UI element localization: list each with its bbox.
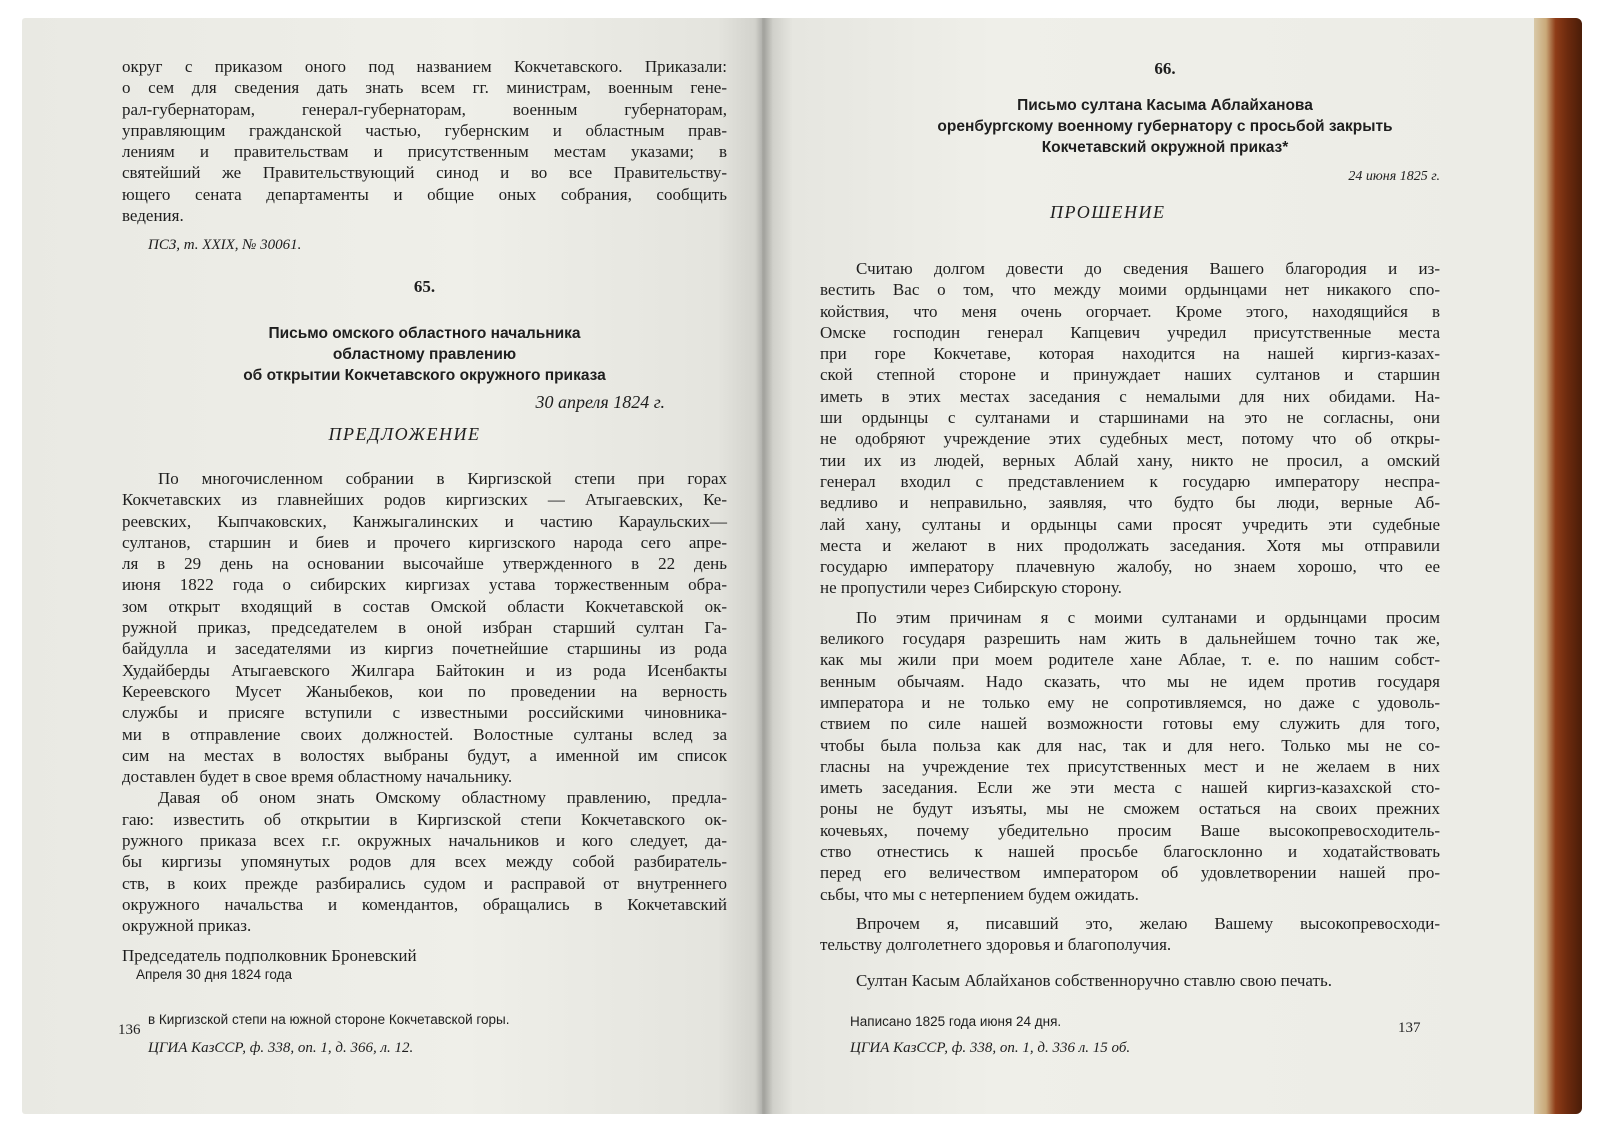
page-number: 137 <box>1398 1020 1421 1036</box>
document-title-line: Кокчетавский окружной приказ* <box>1041 139 1289 157</box>
text-line: реевских, Кыпчаковских, Канжыгалинских и частию Караульских— <box>122 511 727 531</box>
text-line: ружного приказа всех г.г. окружных начальников и кого следует, да- <box>122 831 727 851</box>
text-line: ствием по силе нашей возможности готовы ему служить для того, <box>820 714 1440 734</box>
document-heading: ПРЕДЛОЖЕНИЕ <box>328 423 481 444</box>
written-date: Написано 1825 года июня 24 дня. <box>850 1013 1062 1029</box>
right-body <box>820 258 1440 1059</box>
text-line: окружной приказ. <box>122 916 252 936</box>
text-line: тельству долголетнего здоровья и благополучия. <box>820 935 1172 955</box>
text-line: кочевьях, почему убедительно просим Ваше высокопревосходитель- <box>820 820 1440 840</box>
text-line: лай хану, султаны и ордынцы сами просят учредить эти судебные <box>820 514 1440 534</box>
text-line: венным обычаям. Надо сказать, что мы не идем против государя <box>820 671 1440 691</box>
text-line: иметь заседания. Если же эти места с нашей киргиз-казахской сто- <box>820 778 1440 798</box>
text-line: тии их из людей, верных Аблай хану, никто не просил, а омский <box>820 450 1440 470</box>
document-66 <box>820 58 1440 223</box>
archive-citation: ЦГИА КазССР, ф. 338, оп. 1, д. 366, л. 12. <box>148 1040 414 1057</box>
text-line: сьбы, что мы с нетерпением будем ожидать. <box>820 884 1139 904</box>
left-body <box>122 468 727 1060</box>
text-line: байдулла и заседателями из киргиз почетнейшие старшины из рода <box>122 639 727 659</box>
text-line: Кокчетавских из главнейших родов киргизских — Атыгаевских, Ке- <box>122 490 727 510</box>
text-line: управляющим гражданской частью, губернским и областным прав- <box>122 120 727 140</box>
book-edge <box>1534 18 1582 1114</box>
text-line: императора и не только ему не сопротивляемся, но даже с удоволь- <box>820 692 1440 712</box>
text-line: Кереевского Мусет Жаныбеков, кои по проведении на верность <box>122 681 727 701</box>
text-line: рал-губернаторам, генерал-губернаторам, военным губернаторам, <box>122 99 727 119</box>
document-date: 24 июня 1825 г. <box>1348 169 1440 185</box>
text-line: ской степной стороне и принуждает наших султанов и старшин <box>820 365 1440 385</box>
source-citation: ПСЗ, т. XXIX, № 30061. <box>148 237 302 254</box>
text-line: великого государя разрешить нам жить в дальнейшем точно так же, <box>820 629 1440 649</box>
text-line: при горе Кокчетаве, которая находится на нашей киргиз-казах- <box>820 344 1440 364</box>
text-line: не пропустили через Сибирскую сторону. <box>820 578 1122 598</box>
text-line: ружной приказ, председателем в оной избран старший султан Га- <box>122 618 727 638</box>
text-line: Давая об оном знать Омскому областному правлению, предла- <box>158 788 727 808</box>
document-date: 30 апреля 1824 г. <box>535 392 665 413</box>
text-line: службы и присяге вступили с известными российскими чиновника- <box>122 703 727 723</box>
document-number: 66. <box>1154 59 1176 78</box>
text-line: султанов, старшин и биев и прочего киргизского народа сего апре- <box>122 532 727 552</box>
text-line: перед его величеством императором об удовлетворении нашей про- <box>820 863 1440 883</box>
text-line: вестить Вас о том, что между моими ордынцами нет никакого спо- <box>820 280 1440 300</box>
text-line: генерал входил с представлением к государю императору неспра- <box>820 471 1440 491</box>
text-line: не одобряют учреждение этих судебных мест, потому что об откры- <box>820 429 1440 449</box>
document-65 <box>122 276 727 445</box>
archive-citation: ЦГИА КазССР, ф. 338, оп. 1, д. 336 л. 15 об. <box>850 1040 1131 1057</box>
text-line: Худайберды Атыгаевского Жилгара Байтокин и из рода Исенбакты <box>122 660 727 680</box>
place-of-writing: в Киргизской степи на южной стороне Кокчетавской горы. <box>148 1012 510 1028</box>
text-line: гласны на учреждение тех присутственных мест и не желаем в них <box>820 756 1440 776</box>
text-line: ля в 29 день на основании высочайше утвержденного в 22 день <box>122 554 727 574</box>
left-continuation <box>122 56 727 257</box>
text-line: гаю: известить об открытии в Киргизской степи Кокчетавского ок- <box>122 809 727 829</box>
text-line: июня 1822 года о сибирских киргизах устава торжественным обра- <box>122 575 727 595</box>
text-line: койствия, что меня очень огорчает. Кроме этого, находящийся в <box>820 301 1440 321</box>
document-title-line: Письмо омского областного начальника <box>268 325 581 343</box>
text-line: чтобы была польза как для нас, так и для него. Только мы не со- <box>820 735 1440 755</box>
text-line: окружного начальства и комендантов, обращались в Кокчетавский <box>122 894 727 914</box>
text-line: ведливо и неправильно, заявляя, что будто бы люди, верные Аб- <box>820 493 1440 513</box>
text-line: ведения. <box>122 206 184 226</box>
text-line: святейший же Правительствующий синод и во все Правительству- <box>122 163 727 183</box>
text-line: ств, в коих прежде разбирались судом и расправой от внутреннего <box>122 873 727 893</box>
text-line: бы киргизы упомянутых родов для всех между собой разбиратель- <box>122 852 727 872</box>
text-line: места и желают в них продолжать заседания. Хотя мы отправили <box>820 535 1440 555</box>
left-page <box>22 18 762 1114</box>
document-heading: ПРОШЕНИЕ <box>1050 201 1166 222</box>
text-line: ющего сената департаменты и общие оных собрания, сообщить <box>122 184 727 204</box>
text-line: роны не будут изъяты, мы не сможем остаться на своих прежних <box>820 799 1440 819</box>
text-line: ми в отправление своих должностей. Волостные султаны вслед за <box>122 724 727 744</box>
text-line: лениям и правительствам и присутственным местам указами; в <box>122 142 727 162</box>
document-title-line: оренбургскому военному губернатору с просьбой закрыть <box>937 118 1393 136</box>
document-title-line: Письмо султана Касыма Аблайханова <box>1017 97 1313 115</box>
text-line: Омске господин генерал Капцевич учредил присутственные места <box>820 322 1440 342</box>
signature: Председатель подполковник Броневский <box>122 945 417 965</box>
text-line: о сем для сведения дать знать всем гг. министрам, военным гене- <box>122 78 727 98</box>
text-line: ство отнестись к нашей просьбе благосклонно и ходатайствовать <box>820 842 1440 862</box>
text-line: ши ордынцы с султанами и старшинами на это не согласны, они <box>820 408 1440 428</box>
text-line: По многочисленном собрании в Киргизской степи при горах <box>158 469 727 488</box>
right-page <box>762 18 1534 1114</box>
text-line: доставлен будет в свое время областному начальнику. <box>122 767 513 787</box>
text-line: Считаю долгом довести до сведения Вашего благородия и из- <box>856 259 1440 278</box>
open-book <box>22 18 1582 1114</box>
text-line: зом открыт входящий в состав Омской области Кокчетавской ок- <box>122 596 727 616</box>
text-line: По этим причинам я с моими султанами и ордынцами просим <box>856 607 1440 627</box>
text-line: Впрочем я, писавший это, желаю Вашему высокопревосходи- <box>856 913 1440 933</box>
signature-date: Апреля 30 дня 1824 года <box>136 966 292 982</box>
page-number: 136 <box>118 1022 141 1038</box>
text-line: государю императору плачевную жалобу, но знаем хорошо, что ее <box>820 557 1440 577</box>
text-line: иметь в этих местах заседания с немалыми для них обидами. На- <box>820 386 1440 406</box>
signature: Султан Касым Аблайханов собственноручно ставлю свою печать. <box>856 970 1332 990</box>
text-line: округ с приказом оного под названием Кокчетавского. Приказали: <box>122 57 727 76</box>
document-title-line: областному правлению <box>332 346 517 364</box>
book-gutter <box>755 18 773 1114</box>
text-line: как мы жили при моем родителе хане Аблае, т. е. по нашим собст- <box>820 650 1440 670</box>
document-number: 65. <box>413 277 436 296</box>
text-line: сим на местах в волостях выбраны будут, а именной им список <box>122 745 727 765</box>
document-title-line: об открытии Кокчетавского окружного приказа <box>243 367 606 385</box>
